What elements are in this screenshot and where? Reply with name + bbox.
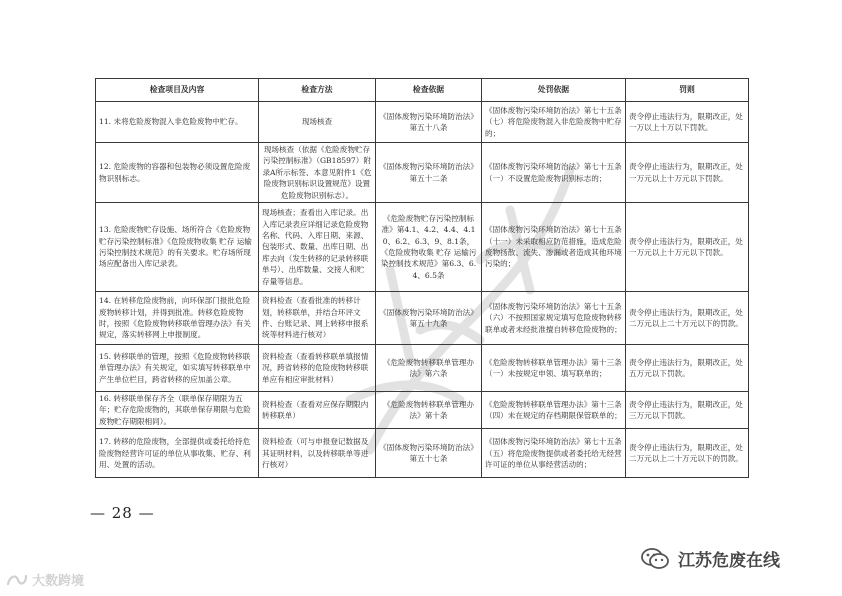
table-row: [96, 392, 749, 429]
table-row: [96, 143, 749, 203]
brand-left-watermark: [6, 570, 84, 589]
header-penalty: 罚则: [626, 79, 749, 102]
table-row: [96, 345, 749, 392]
table-row: [96, 292, 749, 345]
cell-method: 资料检查（查看批准的转移计划，转移联单，并结合环评文件、台账记录、网上转移申报系统等材料进行核对）: [259, 292, 376, 345]
header-method: 检查方法: [259, 79, 376, 102]
cell-penalty-basis: 《固体废物污染环境防治法》第七十五条（十一）未采取相应防范措施，造成危险废物扬散、流失、渗漏或者造成其他环境污染的；: [482, 203, 626, 292]
header-basis: 检查依据: [376, 79, 482, 102]
cell-basis: 《危险废物转移联单管理办法》第十条: [376, 392, 482, 429]
cell-basis: 《固体废物污染环境防治法》第五十八条: [376, 102, 482, 143]
cell-penalty-basis: 《固体废物污染环境防治法》第七十五条（五）将危险废物提供或者委托给无经营许可证的单位从事经营活动的；: [482, 429, 626, 478]
cell-penalty: 责令停止违法行为，限期改正，处五万元以下罚款。: [626, 345, 749, 392]
cell-penalty: 责令停止违法行为，限期改正，处三万元以下罚款。: [626, 392, 749, 429]
cell-penalty: 责令停止违法行为，限期改正，处一万元以上十万元以下罚款。: [626, 143, 749, 203]
table-row: [96, 429, 749, 478]
cell-penalty-basis: 《固体废物污染环境防治法》第七十五条（七）将危险废物混入非危险废物中贮存的；: [482, 102, 626, 143]
cell-item: 16. 转移联单保存齐全（联单保存期限为五年；贮存危险废物的，其联单保存期限与危险废物贮存期限相同）。: [96, 392, 259, 429]
cell-basis: 《危险废物转移联单管理办法》第六条: [376, 345, 482, 392]
cell-item: 11. 未将危险废物混入非危险废物中贮存。: [96, 102, 259, 143]
wechat-icon: [640, 547, 670, 571]
cell-penalty-basis: 《固体废物污染环境防治法》第七十五条（六）不按照国家规定填写危险废物转移联单或者未经批准擅自转移危险废物的；: [482, 292, 626, 345]
brand-left-text: 大数跨境: [32, 574, 85, 589]
cell-penalty-basis: 《危险废物转移联单管理办法》第十三条（四）未在规定的存档期限保管联单的；: [482, 392, 626, 429]
table-header-row: [96, 79, 749, 102]
brand-right-watermark: [640, 546, 780, 571]
cell-basis: 《固体废物污染环境防治法》第五十九条: [376, 292, 482, 345]
cell-item: 12. 危险废物的容器和包装物必须设置危险废物识别标志。: [96, 143, 259, 203]
cell-item: 17. 转移的危险废物，全部提供或委托给持危险废物经营许可证的单位从事收集、贮存、利用、处置的活动。: [96, 429, 259, 478]
cell-method: 现场核查（依据《危险废物贮存污染控制标准》（GB18597）附录A所示标签、本意见附件1《危险废物识别标识设置规范》设置危险废物识别标志）。: [259, 143, 376, 203]
cell-penalty-basis: 《危险废物转移联单管理办法》第十三条（一）未按规定申领、填写联单的；: [482, 345, 626, 392]
table-row: [96, 102, 749, 143]
table-row: [96, 203, 749, 292]
cell-penalty: 责令停止违法行为，限期改正，处二万元以上二十万元以下的罚款。: [626, 429, 749, 478]
cell-item: 13. 危险废物贮存设施、场所符合《危险废物贮存污染控制标准》《危险废物收集 贮存 运输污染控制技术规范》的有关要求。贮存场所现场应配备出入库记录表。: [96, 203, 259, 292]
cell-method: 资料检查（可与申报登记数据及其证明材料，以及转移联单等进行核对）: [259, 429, 376, 478]
cell-method: 现场核查；查看出入库记录。出入库记录表应详细记录危险废物名称、代码、入库日期、来源、包装形式、数量、出库日期、出库去向（发生转移的记录转移联单号）、出库数量、交接人和贮存量等信息。: [259, 203, 376, 292]
cell-method: 现场核查: [259, 102, 376, 143]
inspection-table: [95, 78, 749, 478]
cell-basis: 《危险废物贮存污染控制标准》第4.1、4.2、4.4、4.10、6.2、6.3、9、8.1条，《危险废物收集 贮存 运输污染控制技术规范》第6.3、6.4、6.5条: [376, 203, 482, 292]
brand-left-icon: [6, 572, 28, 588]
brand-right-text: 江苏危废在线: [678, 551, 780, 571]
cell-item: 14. 在转移危险废物前，向环保部门报批危险废物转移计划，并得到批准。转移危险废物时，按照《危险废物转移联单管理办法》有关规定，落实转移网上申报制度。: [96, 292, 259, 345]
cell-penalty: 责令停止违法行为，限期改正，处一万元以上十万元以下罚款。: [626, 203, 749, 292]
cell-item: 15. 转移联单的管理，按照《危险废物转移联单管理办法》有关规定，如实填写转移联单中产生单位栏目，跨省转移的应加盖公章。: [96, 345, 259, 392]
cell-penalty: 责令停止违法行为，限期改正，处一万以上十万以下罚款。: [626, 102, 749, 143]
page-number: — 28 —: [90, 504, 155, 522]
header-item: 检查项目及内容: [96, 79, 259, 102]
cell-penalty: 责令停止违法行为，限期改正，处二万元以上二十万元以下的罚款。: [626, 292, 749, 345]
header-penalty-basis: 处罚依据: [482, 79, 626, 102]
cell-penalty-basis: 《固体废物污染环境防治法》第七十五条（一）不设置危险废物识别标志的；: [482, 143, 626, 203]
cell-basis: 《固体废物污染环境防治法》第五十二条: [376, 143, 482, 203]
cell-basis: 《固体废物污染环境防治法》第五十七条: [376, 429, 482, 478]
cell-method: 资料检查（查看对应保存期限内转移联单）: [259, 392, 376, 429]
cell-method: 资料检查（查看转移联单填报情况，跨省转移的危险废物转移联单应有相应审批材料）: [259, 345, 376, 392]
